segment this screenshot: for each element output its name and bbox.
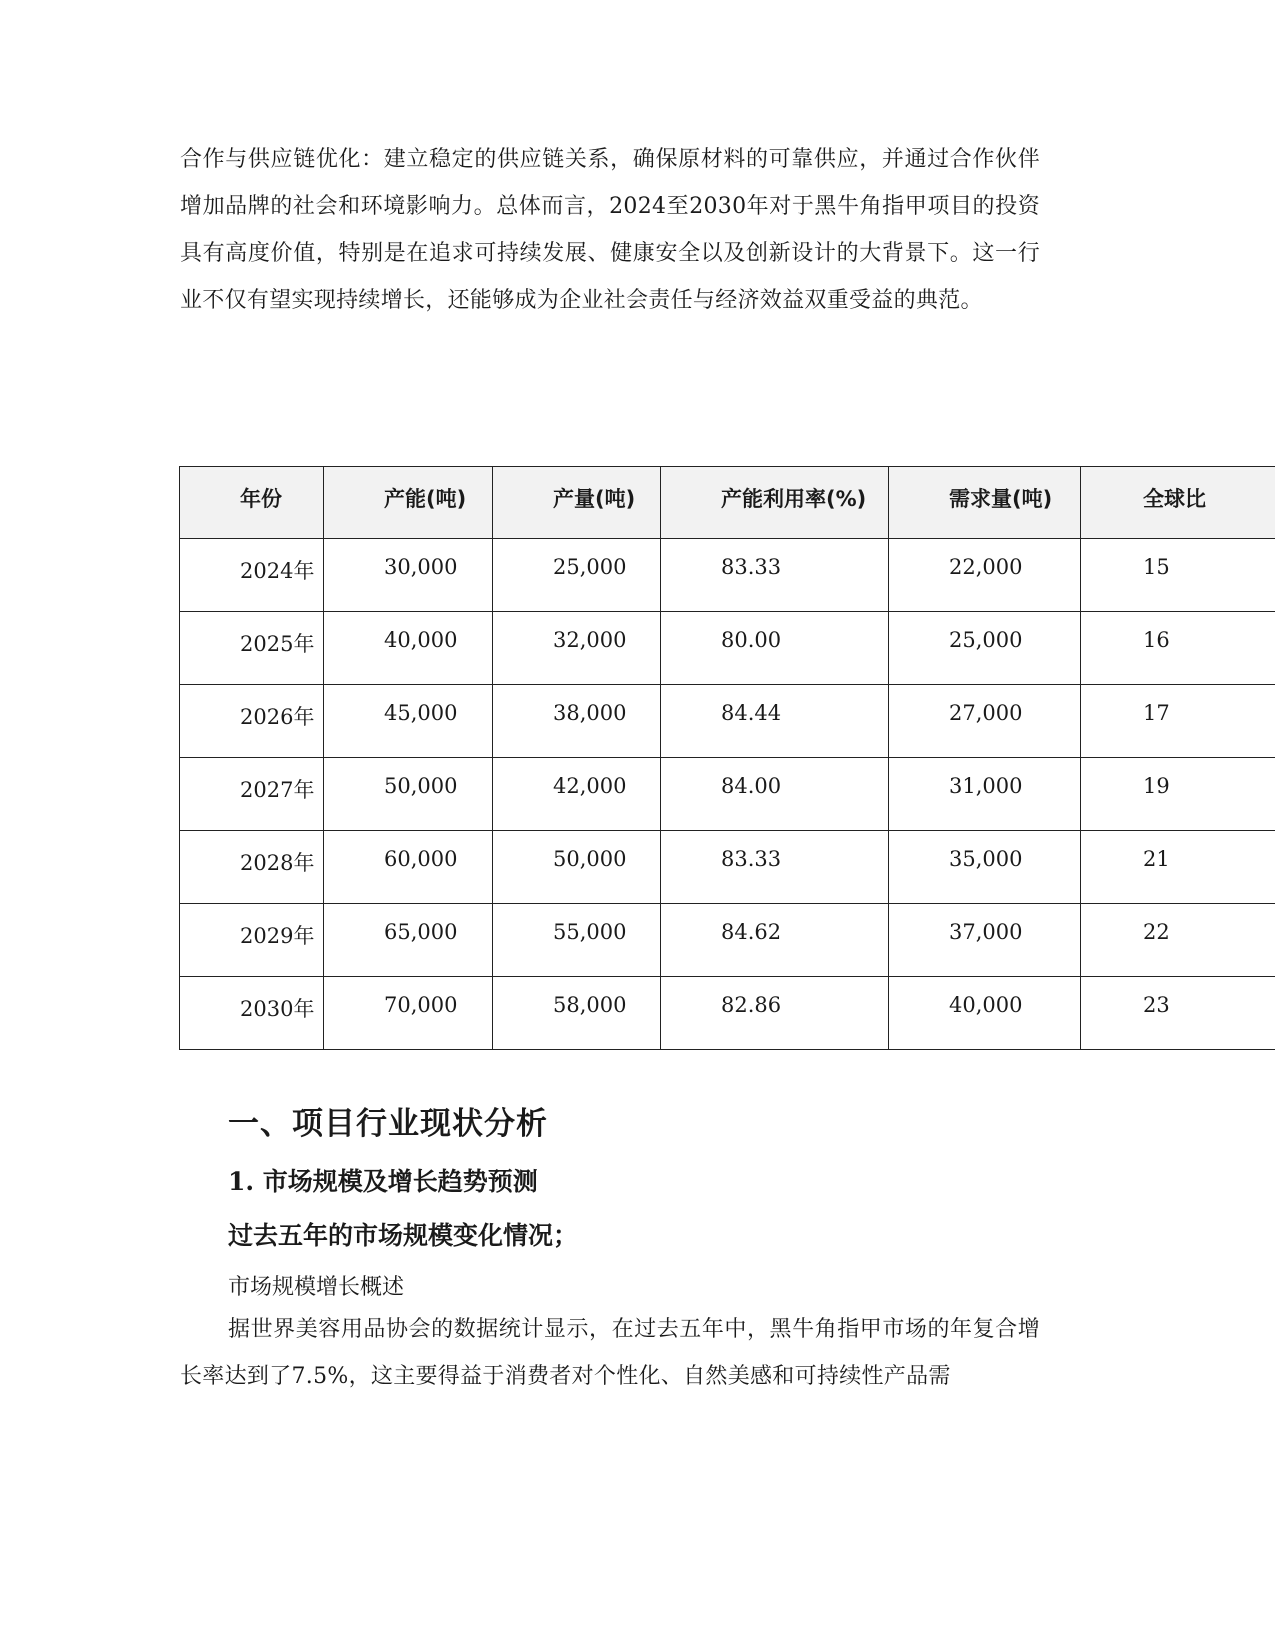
header-year: 年份 [180, 467, 324, 539]
cell-utilization: 83.33 [661, 831, 889, 904]
subtopic-label: 市场规模增长概述 [228, 1275, 405, 1300]
table-row [180, 685, 1275, 758]
header-output: 产量(吨) [493, 467, 661, 539]
cell-demand: 31,000 [889, 758, 1081, 831]
cell-demand: 27,000 [889, 685, 1081, 758]
cell-utilization: 84.00 [661, 758, 889, 831]
table-row [180, 904, 1275, 977]
cell-output: 42,000 [493, 758, 661, 831]
cell-capacity: 45,000 [324, 685, 493, 758]
cell-utilization: 82.86 [661, 977, 889, 1050]
cell-year: 2030年 [180, 977, 324, 1050]
cell-year: 2025年 [180, 612, 324, 685]
cell-output: 38,000 [493, 685, 661, 758]
cell-demand: 22,000 [889, 539, 1081, 612]
table-row [180, 977, 1275, 1050]
cell-global-share: 17 [1081, 685, 1275, 758]
cell-year: 2028年 [180, 831, 324, 904]
table-header-row [180, 467, 1275, 539]
cell-year: 2026年 [180, 685, 324, 758]
header-global-share: 全球比 [1081, 467, 1275, 539]
table-row [180, 758, 1275, 831]
table-row [180, 831, 1275, 904]
cell-utilization: 83.33 [661, 539, 889, 612]
cell-capacity: 60,000 [324, 831, 493, 904]
table-row [180, 539, 1275, 612]
header-demand: 需求量(吨) [889, 467, 1081, 539]
table-row [180, 612, 1275, 685]
cell-global-share: 15 [1081, 539, 1275, 612]
cell-output: 32,000 [493, 612, 661, 685]
cell-year: 2027年 [180, 758, 324, 831]
body-paragraph: 据世界美容用品协会的数据统计显示，在过去五年中，黑牛角指甲市场的年复合增长率达到了7.5%，这主要得益于消费者对个性化、自然美感和可持续性产品需 [180, 1317, 1040, 1389]
cell-global-share: 23 [1081, 977, 1275, 1050]
cell-capacity: 70,000 [324, 977, 493, 1050]
capacity-table-container [179, 466, 1275, 1050]
cell-demand: 40,000 [889, 977, 1081, 1050]
header-capacity: 产能(吨) [324, 467, 493, 539]
cell-capacity: 40,000 [324, 612, 493, 685]
cell-demand: 35,000 [889, 831, 1081, 904]
cell-year: 2024年 [180, 539, 324, 612]
cell-capacity: 30,000 [324, 539, 493, 612]
intro-paragraph: 合作与供应链优化：建立稳定的供应链关系，确保原材料的可靠供应，并通过合作伙伴增加品牌的社会和环境影响力。总体而言，2024至2030年对于黑牛角指甲项目的投资具有高度价值，特别是在追求可持续发展、健康安全以及创新设计的大背景下。这一行业不仅有望实现持续增长，还能够成为企业社会责任与经济效益双重受益的典范。 [180, 147, 1040, 313]
cell-output: 50,000 [493, 831, 661, 904]
cell-global-share: 19 [1081, 758, 1275, 831]
cell-output: 55,000 [493, 904, 661, 977]
cell-capacity: 65,000 [324, 904, 493, 977]
topic-heading: 过去五年的市场规模变化情况； [228, 1221, 579, 1250]
cell-utilization: 80.00 [661, 612, 889, 685]
cell-output: 25,000 [493, 539, 661, 612]
cell-year: 2029年 [180, 904, 324, 977]
section-heading: 一、项目行业现状分析 [228, 1106, 548, 1142]
cell-utilization: 84.62 [661, 904, 889, 977]
cell-demand: 37,000 [889, 904, 1081, 977]
cell-global-share: 21 [1081, 831, 1275, 904]
cell-global-share: 22 [1081, 904, 1275, 977]
capacity-table [179, 466, 1275, 1050]
header-utilization: 产能利用率(%) [661, 467, 889, 539]
subsection-heading: 1. 市场规模及增长趋势预测 [228, 1167, 538, 1196]
cell-output: 58,000 [493, 977, 661, 1050]
cell-utilization: 84.44 [661, 685, 889, 758]
cell-demand: 25,000 [889, 612, 1081, 685]
cell-global-share: 16 [1081, 612, 1275, 685]
cell-capacity: 50,000 [324, 758, 493, 831]
